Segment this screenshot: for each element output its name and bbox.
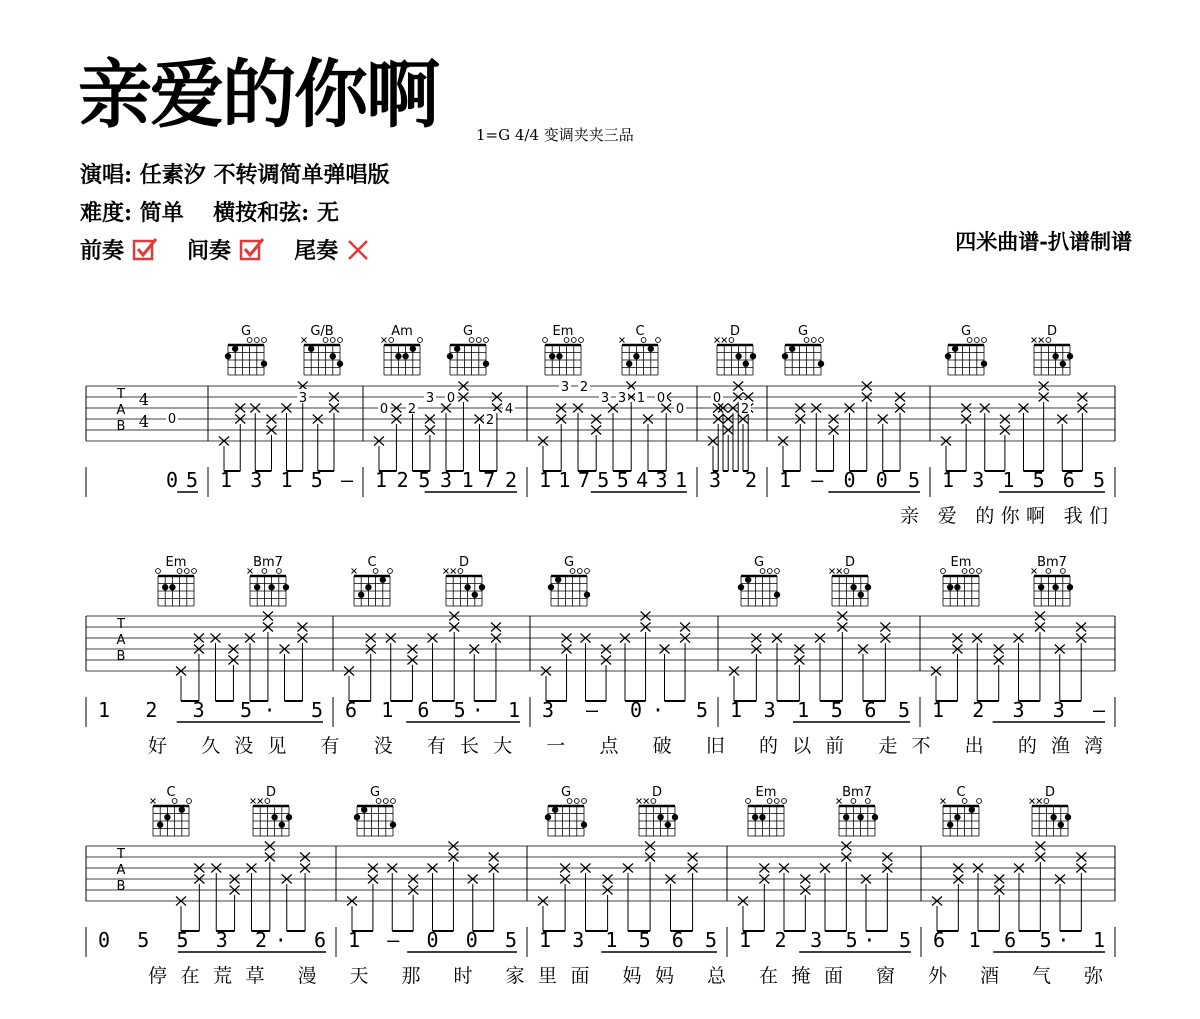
difficulty-label: 难度:	[80, 200, 133, 226]
finger-dot	[633, 353, 639, 359]
finger-dot	[945, 353, 951, 359]
finger-dot	[337, 361, 343, 367]
open-string-marker	[974, 338, 979, 343]
chord-diagram	[830, 555, 872, 606]
finger-dot	[390, 822, 396, 828]
open-string-marker	[579, 338, 584, 343]
finger-dot	[283, 584, 289, 590]
finger-dot	[410, 346, 416, 352]
chord-diagram	[156, 555, 197, 606]
chord-diagram	[302, 324, 344, 375]
finger-dot	[308, 346, 314, 352]
open-string-marker	[982, 338, 987, 343]
open-string-marker	[262, 338, 267, 343]
chord-diagram	[637, 785, 679, 836]
tab-system	[86, 555, 1115, 757]
finger-dot	[1067, 353, 1073, 359]
chord-diagram	[251, 785, 293, 836]
jianpu-notation: 1 3 1 5 6 5	[539, 928, 717, 952]
intro-label: 前奏	[80, 238, 125, 264]
chord-name: Am	[391, 324, 413, 339]
difficulty-value: 简单	[139, 200, 184, 226]
singer-label: 演唱:	[80, 162, 133, 188]
tab-clef-letter: A	[116, 403, 126, 418]
open-string-marker	[775, 569, 780, 574]
chord-diagram	[548, 555, 590, 606]
chord-name: D	[1046, 324, 1058, 339]
tab-clef-letter: B	[116, 419, 126, 434]
fret-number: 3	[425, 391, 435, 406]
muted-string-marker	[1030, 799, 1035, 804]
fret-number: 0	[167, 412, 177, 427]
finger-dot	[556, 353, 562, 359]
key-info: 1=G 4/4 变调夹夹三品	[476, 126, 634, 144]
finger-dot	[454, 346, 460, 352]
jianpu-notation: 3 – 0· 5	[542, 698, 708, 722]
finger-dot	[626, 361, 632, 367]
finger-dot	[954, 584, 960, 590]
chord-name: G	[797, 324, 809, 339]
jianpu-notation: 1 – 0 0 5	[779, 468, 920, 492]
finger-dot	[947, 584, 953, 590]
open-string-marker	[571, 338, 576, 343]
open-string-marker	[767, 569, 772, 574]
outro-label: 尾奏	[294, 238, 339, 264]
finger-dot	[789, 346, 795, 352]
chord-name: G	[240, 324, 252, 339]
open-string-marker	[391, 799, 396, 804]
chord-diagram	[941, 555, 982, 606]
muted-string-marker	[352, 569, 357, 574]
finger-dot	[759, 814, 765, 820]
chord-name: Bm7	[1037, 555, 1067, 570]
muted-string-marker	[1032, 569, 1037, 574]
finger-dot	[738, 584, 744, 590]
finger-dot	[1058, 822, 1064, 828]
chord-name: Bm7	[253, 555, 283, 570]
muted-string-marker	[715, 338, 720, 343]
fret-number: 2	[485, 413, 495, 428]
chord-name: Em	[755, 785, 777, 800]
muted-string-marker	[1032, 338, 1037, 343]
fret-number: 3	[298, 391, 308, 406]
singer-value: 任素汐 不转调简单弹唱版	[139, 162, 390, 188]
open-string-marker	[941, 569, 946, 574]
muted-string-marker	[248, 569, 253, 574]
finger-dot	[1052, 584, 1058, 590]
credit: 四米曲谱-扒谱制谱	[955, 229, 1132, 254]
chord-diagram	[354, 785, 396, 836]
finger-dot	[952, 346, 958, 352]
cross-mark-icon	[346, 237, 370, 261]
chord-name: D	[651, 785, 663, 800]
chord-name: C	[956, 785, 966, 800]
checkbox-checked-icon	[132, 237, 158, 261]
finger-dot	[1065, 814, 1071, 820]
open-string-marker	[383, 799, 388, 804]
fret-number: 2	[407, 402, 417, 417]
chord-name: G	[462, 324, 474, 339]
tab-clef-letter: B	[116, 879, 126, 894]
finger-dot	[549, 353, 555, 359]
finger-dot	[225, 353, 231, 359]
open-string-marker	[543, 338, 548, 343]
chord-diagram	[447, 324, 489, 375]
finger-dot	[1060, 361, 1066, 367]
jianpu-notation: 1 2 3 5· 5	[98, 698, 323, 722]
chord-name: C	[635, 324, 645, 339]
chord-diagram	[782, 324, 824, 375]
finger-dot	[818, 361, 824, 367]
chord-diagram	[746, 785, 787, 836]
open-string-marker	[977, 569, 982, 574]
finger-dot	[464, 584, 470, 590]
finger-dot	[361, 807, 367, 813]
chord-name: C	[166, 785, 176, 800]
jianpu-notation: 1 3 1 5 –	[220, 468, 353, 492]
finger-dot	[858, 592, 864, 598]
song-title: 亲爱的你啊	[78, 52, 438, 138]
muted-string-marker	[151, 799, 156, 804]
chord-name: Em	[552, 324, 574, 339]
muted-string-marker	[830, 569, 835, 574]
tab-clef-letter: A	[116, 633, 126, 648]
finger-dot	[552, 807, 558, 813]
chord-diagram	[1030, 785, 1072, 836]
chord-name: G/B	[310, 324, 334, 339]
tab-score	[0, 290, 1200, 1019]
finger-dot	[735, 353, 741, 359]
chord-diagram	[151, 785, 192, 836]
chord-diagram	[1032, 555, 1074, 606]
checkbox-checked-icon	[239, 237, 265, 261]
barre-label: 横按和弦:	[213, 200, 310, 226]
muted-string-marker	[837, 799, 842, 804]
chord-name: Em	[950, 555, 972, 570]
muted-string-marker	[837, 569, 842, 574]
fret-number: 3	[600, 391, 610, 406]
open-string-marker	[192, 569, 197, 574]
open-string-marker	[418, 338, 423, 343]
open-string-marker	[774, 799, 779, 804]
muted-string-marker	[941, 799, 946, 804]
fret-number: 1	[636, 391, 646, 406]
finger-dot	[483, 361, 489, 367]
finger-dot	[969, 807, 975, 813]
tab-system	[86, 324, 1115, 527]
finger-dot	[548, 584, 554, 590]
chord-diagram	[941, 785, 982, 836]
finger-dot	[545, 814, 551, 820]
time-signature: 4	[138, 390, 150, 409]
chord-diagram	[382, 324, 423, 375]
finger-dot	[954, 814, 960, 820]
interlude-label: 间奏	[187, 238, 232, 264]
open-string-marker	[184, 569, 189, 574]
chord-diagram	[837, 785, 879, 836]
lyrics-line: 亲 爱 的你啊 我们	[900, 505, 1108, 527]
finger-dot	[179, 807, 185, 813]
fret-number: 4	[504, 402, 514, 417]
finger-dot	[1050, 814, 1056, 820]
muted-string-marker	[302, 338, 307, 343]
song-header	[0, 0, 1200, 290]
muted-string-marker	[644, 799, 649, 804]
finger-dot	[555, 577, 561, 583]
finger-dot	[672, 814, 678, 820]
jianpu-notation: 6 1 6 5· 1	[345, 698, 520, 722]
finger-dot	[584, 592, 590, 598]
finger-dot	[157, 822, 163, 828]
lyrics-line: 停在荒草 漫 天 那 时 家里面 妈妈 总 在掩面 窗 外 酒 气 弥	[148, 965, 1103, 987]
finger-dot	[648, 346, 654, 352]
open-string-marker	[746, 799, 751, 804]
jianpu-notation: 3 2	[709, 468, 757, 492]
open-string-marker	[819, 338, 824, 343]
finger-dot	[232, 346, 238, 352]
chord-name: D	[844, 555, 856, 570]
finger-dot	[750, 353, 756, 359]
chord-diagram	[248, 555, 290, 606]
tab-clef-letter: B	[116, 649, 126, 664]
finger-dot	[271, 814, 277, 820]
chord-name: C	[367, 555, 377, 570]
finger-dot	[380, 577, 386, 583]
finger-dot	[1067, 584, 1073, 590]
finger-dot	[268, 584, 274, 590]
fret-number: 0	[446, 391, 456, 406]
jianpu-notation: 1 1 7 5 5 4 3 1	[539, 468, 687, 492]
open-string-marker	[582, 799, 587, 804]
open-string-marker	[187, 799, 192, 804]
tab-system	[86, 785, 1115, 987]
finger-dot	[286, 814, 292, 820]
fret-number: 0	[379, 402, 389, 417]
finger-dot	[782, 353, 788, 359]
jianpu-notation: 1 – 0 0 5	[348, 928, 517, 952]
chord-diagram	[352, 555, 393, 606]
lyrics-line: 好 久没见 有 没 有长大 一 点 破 旧 的以前 走不 出 的渔湾	[148, 735, 1103, 757]
open-string-marker	[476, 338, 481, 343]
muted-string-marker	[258, 799, 263, 804]
chord-name: D	[729, 324, 741, 339]
open-string-marker	[574, 799, 579, 804]
muted-string-marker	[637, 799, 642, 804]
jianpu-notation: 1 3 1 5 6 5	[942, 468, 1105, 492]
time-signature: 4	[138, 412, 150, 431]
finger-dot	[358, 592, 364, 598]
finger-dot	[947, 822, 953, 828]
finger-dot	[479, 584, 485, 590]
open-string-marker	[156, 569, 161, 574]
finger-dot	[745, 577, 751, 583]
finger-dot	[981, 361, 987, 367]
chord-diagram	[620, 324, 661, 375]
jianpu-notation: 1 2 3 3 –	[932, 698, 1105, 722]
finger-dot	[865, 584, 871, 590]
chord-diagram	[1032, 324, 1074, 375]
finger-dot	[354, 814, 360, 820]
open-string-marker	[484, 338, 489, 343]
chord-diagram	[715, 324, 757, 375]
fret-number: 3	[617, 391, 627, 406]
open-string-marker	[585, 569, 590, 574]
finger-dot	[857, 814, 863, 820]
chord-name: G	[560, 785, 572, 800]
barre-value: 无	[316, 200, 339, 226]
open-string-marker	[338, 338, 343, 343]
jianpu-notation: 1 2 3 5· 5	[739, 928, 911, 952]
open-string-marker	[977, 799, 982, 804]
jianpu-notation: 0 5 5 3 2· 6	[98, 928, 326, 952]
open-string-marker	[811, 338, 816, 343]
chord-name: Em	[165, 555, 187, 570]
chord-diagram	[225, 324, 267, 375]
open-string-marker	[388, 569, 393, 574]
finger-dot	[581, 822, 587, 828]
singer-line	[80, 158, 389, 189]
finger-dot	[279, 822, 285, 828]
fret-number: 0	[675, 402, 685, 417]
tab-clef-letter: T	[117, 387, 125, 402]
tab-clef-letter: T	[117, 617, 125, 632]
open-string-marker	[782, 799, 787, 804]
finger-dot	[1038, 584, 1044, 590]
difficulty-line	[80, 196, 339, 227]
finger-dot	[872, 814, 878, 820]
fret-number: 0	[712, 391, 722, 406]
finger-dot	[395, 353, 401, 359]
chord-name: G	[369, 785, 381, 800]
muted-string-marker	[444, 569, 449, 574]
jianpu-notation: 6 1 6 5· 1	[933, 928, 1105, 952]
open-string-marker	[969, 569, 974, 574]
muted-string-marker	[382, 338, 387, 343]
chord-diagram	[945, 324, 987, 375]
open-string-marker	[577, 569, 582, 574]
finger-dot	[164, 814, 170, 820]
chord-name: Bm7	[842, 785, 872, 800]
muted-string-marker	[1037, 799, 1042, 804]
jianpu-notation: 1 2 5 3 1 7 2	[375, 468, 517, 492]
finger-dot	[330, 353, 336, 359]
finger-dot	[843, 814, 849, 820]
chord-name: D	[458, 555, 470, 570]
chord-name: G	[753, 555, 765, 570]
chord-name: D	[1044, 785, 1056, 800]
finger-dot	[169, 584, 175, 590]
fret-number: 2	[579, 380, 589, 395]
muted-string-marker	[251, 799, 256, 804]
finger-dot	[162, 584, 168, 590]
fret-number: 3	[560, 380, 570, 395]
chord-diagram	[543, 324, 584, 375]
chord-diagram	[444, 555, 486, 606]
chord-name: G	[960, 324, 972, 339]
finger-dot	[447, 353, 453, 359]
chord-diagram	[545, 785, 587, 836]
finger-dot	[472, 592, 478, 598]
finger-dot	[1052, 353, 1058, 359]
finger-dot	[850, 584, 856, 590]
jianpu-notation: 0 5	[166, 468, 198, 492]
open-string-marker	[656, 338, 661, 343]
tab-clef-letter: T	[117, 847, 125, 862]
open-string-marker	[254, 338, 259, 343]
muted-string-marker	[451, 569, 456, 574]
fret-number: 0	[656, 391, 666, 406]
finger-dot	[743, 361, 749, 367]
muted-string-marker	[1039, 338, 1044, 343]
tab-clef-letter: A	[116, 863, 126, 878]
chord-name: G	[563, 555, 575, 570]
finger-dot	[254, 584, 260, 590]
finger-dot	[774, 592, 780, 598]
muted-string-marker	[722, 338, 727, 343]
fret-number: 2	[740, 402, 750, 417]
finger-dot	[365, 584, 371, 590]
finger-dot	[261, 361, 267, 367]
finger-dot	[657, 814, 663, 820]
finger-dot	[665, 822, 671, 828]
muted-string-marker	[620, 338, 625, 343]
jianpu-notation: 1 3 1 5 6 5	[730, 698, 910, 722]
sections-line	[80, 234, 370, 265]
chord-name: D	[265, 785, 277, 800]
finger-dot	[402, 353, 408, 359]
finger-dot	[752, 814, 758, 820]
chord-diagram	[738, 555, 780, 606]
